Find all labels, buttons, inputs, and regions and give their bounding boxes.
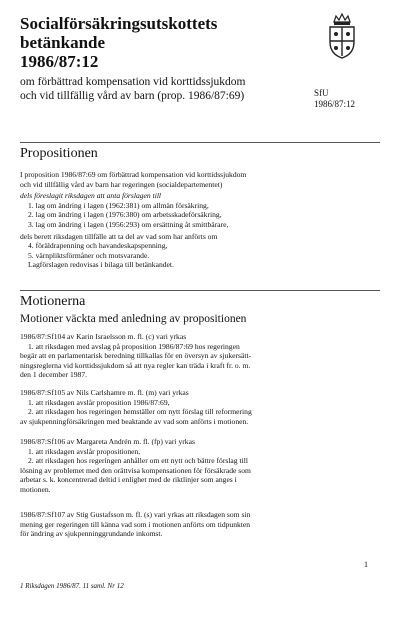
list-item: 4. föräldrapenning och havandeskapspenning, xyxy=(28,241,168,251)
side-reference xyxy=(314,88,355,110)
title-line: Socialförsäkringsutskottets xyxy=(20,14,218,33)
text-line: 1. att riksdagen med avslag på proposition 1986/87:69 hos regeringen xyxy=(28,341,240,351)
text-line: 1. att riksdagen avslår proposition 1986/87:69, xyxy=(28,397,170,407)
text-line: 1. att riksdagen avslår propositionen, xyxy=(28,446,141,456)
text-line: 2. att riksdagen hos regeringen anhåller om ett nytt och bättre förslag till xyxy=(28,456,248,466)
subtitle-line: och vid tillfällig vård av barn (prop. 1986/87:69) xyxy=(20,90,245,102)
text-line: för ändring av sjukpenninggrundande inkomst. xyxy=(20,529,163,539)
section-heading: Propositionen xyxy=(20,146,98,161)
text-line: 1986/87:Sf105 av Nils Carlshamre m. fl. (m) vari yrkas xyxy=(20,388,189,397)
text-line: och vid tillfällig vård av barn har regeringen (socialdepartementet) xyxy=(20,179,223,189)
propositionen-body xyxy=(20,170,376,270)
text-line: motionen. xyxy=(20,484,51,494)
page-number: 1 xyxy=(364,560,368,569)
text-line: 1986/87:Sf104 av Karin Israelsson m. fl. (c) vari yrkas xyxy=(20,332,187,341)
text-line: dels föreslagit riksdagen att anta förslagen till xyxy=(20,191,162,201)
section-divider xyxy=(20,142,380,143)
text-line: mening ger regeringen till känna vad som i motionen anförts om tidpunkten xyxy=(20,519,251,529)
report-subtitle xyxy=(20,75,300,103)
text-line: I proposition 1986/87:69 om förbättrad kompensation vid korttidssjukdom xyxy=(20,170,247,179)
section-divider xyxy=(20,290,380,291)
report-title xyxy=(20,14,280,71)
text-line: Lagförslagen redovisas i bilaga till betänkandet. xyxy=(28,260,174,270)
list-item: 2. lag om ändring i lagen (1976:380) om arbetsskadeförsäkring, xyxy=(28,210,222,220)
motion-sf106 xyxy=(20,437,376,495)
list-item: 1. lag om ändring i lagen (1962:381) om allmän försäkring, xyxy=(28,200,209,210)
list-item: 3. lag om ändring i lagen (1956:293) om ersättning åt smittbärare, xyxy=(28,219,229,229)
subtitle-line: om förbättrad kompensation vid korttidssjukdom xyxy=(20,76,246,88)
motion-sf104 xyxy=(20,332,376,380)
text-line: 1986/87:Sf106 av Margareta Andrén m. fl. (fp) vari yrkas xyxy=(20,437,195,446)
report-number: 1986/87:12 xyxy=(20,52,99,71)
motion-sf107 xyxy=(20,510,376,539)
section-heading: Motionerna xyxy=(20,294,86,309)
text-line: arbetar s. k. koncentrerad deltid i enlighet med de riktlinjer som anges i xyxy=(20,475,237,485)
text-line: lösning av problemet med den orättvisa kompensationen för försäkrade som xyxy=(20,465,251,475)
text-line: ningsreglerna vid korttidssjukdom så att nya regler kan träda i kraft fr. o. m. xyxy=(20,360,251,370)
text-line: den 1 december 1987. xyxy=(20,370,88,380)
text-line: dels berett riksdagen tillfälle att ta del av vad som har anförts om xyxy=(20,231,218,241)
text-line: av sjukpenningförsäkringen med beaktande av vad som anförts i motionen. xyxy=(20,416,249,426)
text-line: begär att en parlamentarisk beredning tillkallas för en översyn av sjukersätt- xyxy=(20,351,252,361)
side-code: SfU xyxy=(314,88,329,98)
swedish-royal-crest-icon xyxy=(322,12,362,60)
text-line: 1986/87:Sf107 av Stig Gustafsson m. fl. (s) vari yrkas att riksdagen som sin xyxy=(20,510,251,519)
list-item: 5. värnpliktsförmåner och motsvarande. xyxy=(28,250,150,260)
motion-sf105 xyxy=(20,388,376,426)
title-line: betänkande xyxy=(20,33,106,52)
side-number: 1986/87:12 xyxy=(314,99,356,109)
subsection-heading: Motioner väckta med anledning av propositionen xyxy=(20,313,247,325)
text-line: 2. att riksdagen hos regeringen hemställer om nytt förslag till reformering xyxy=(28,407,252,417)
footer-note: 1 Riksdagen 1986/87. 11 saml. Nr 12 xyxy=(20,582,124,590)
